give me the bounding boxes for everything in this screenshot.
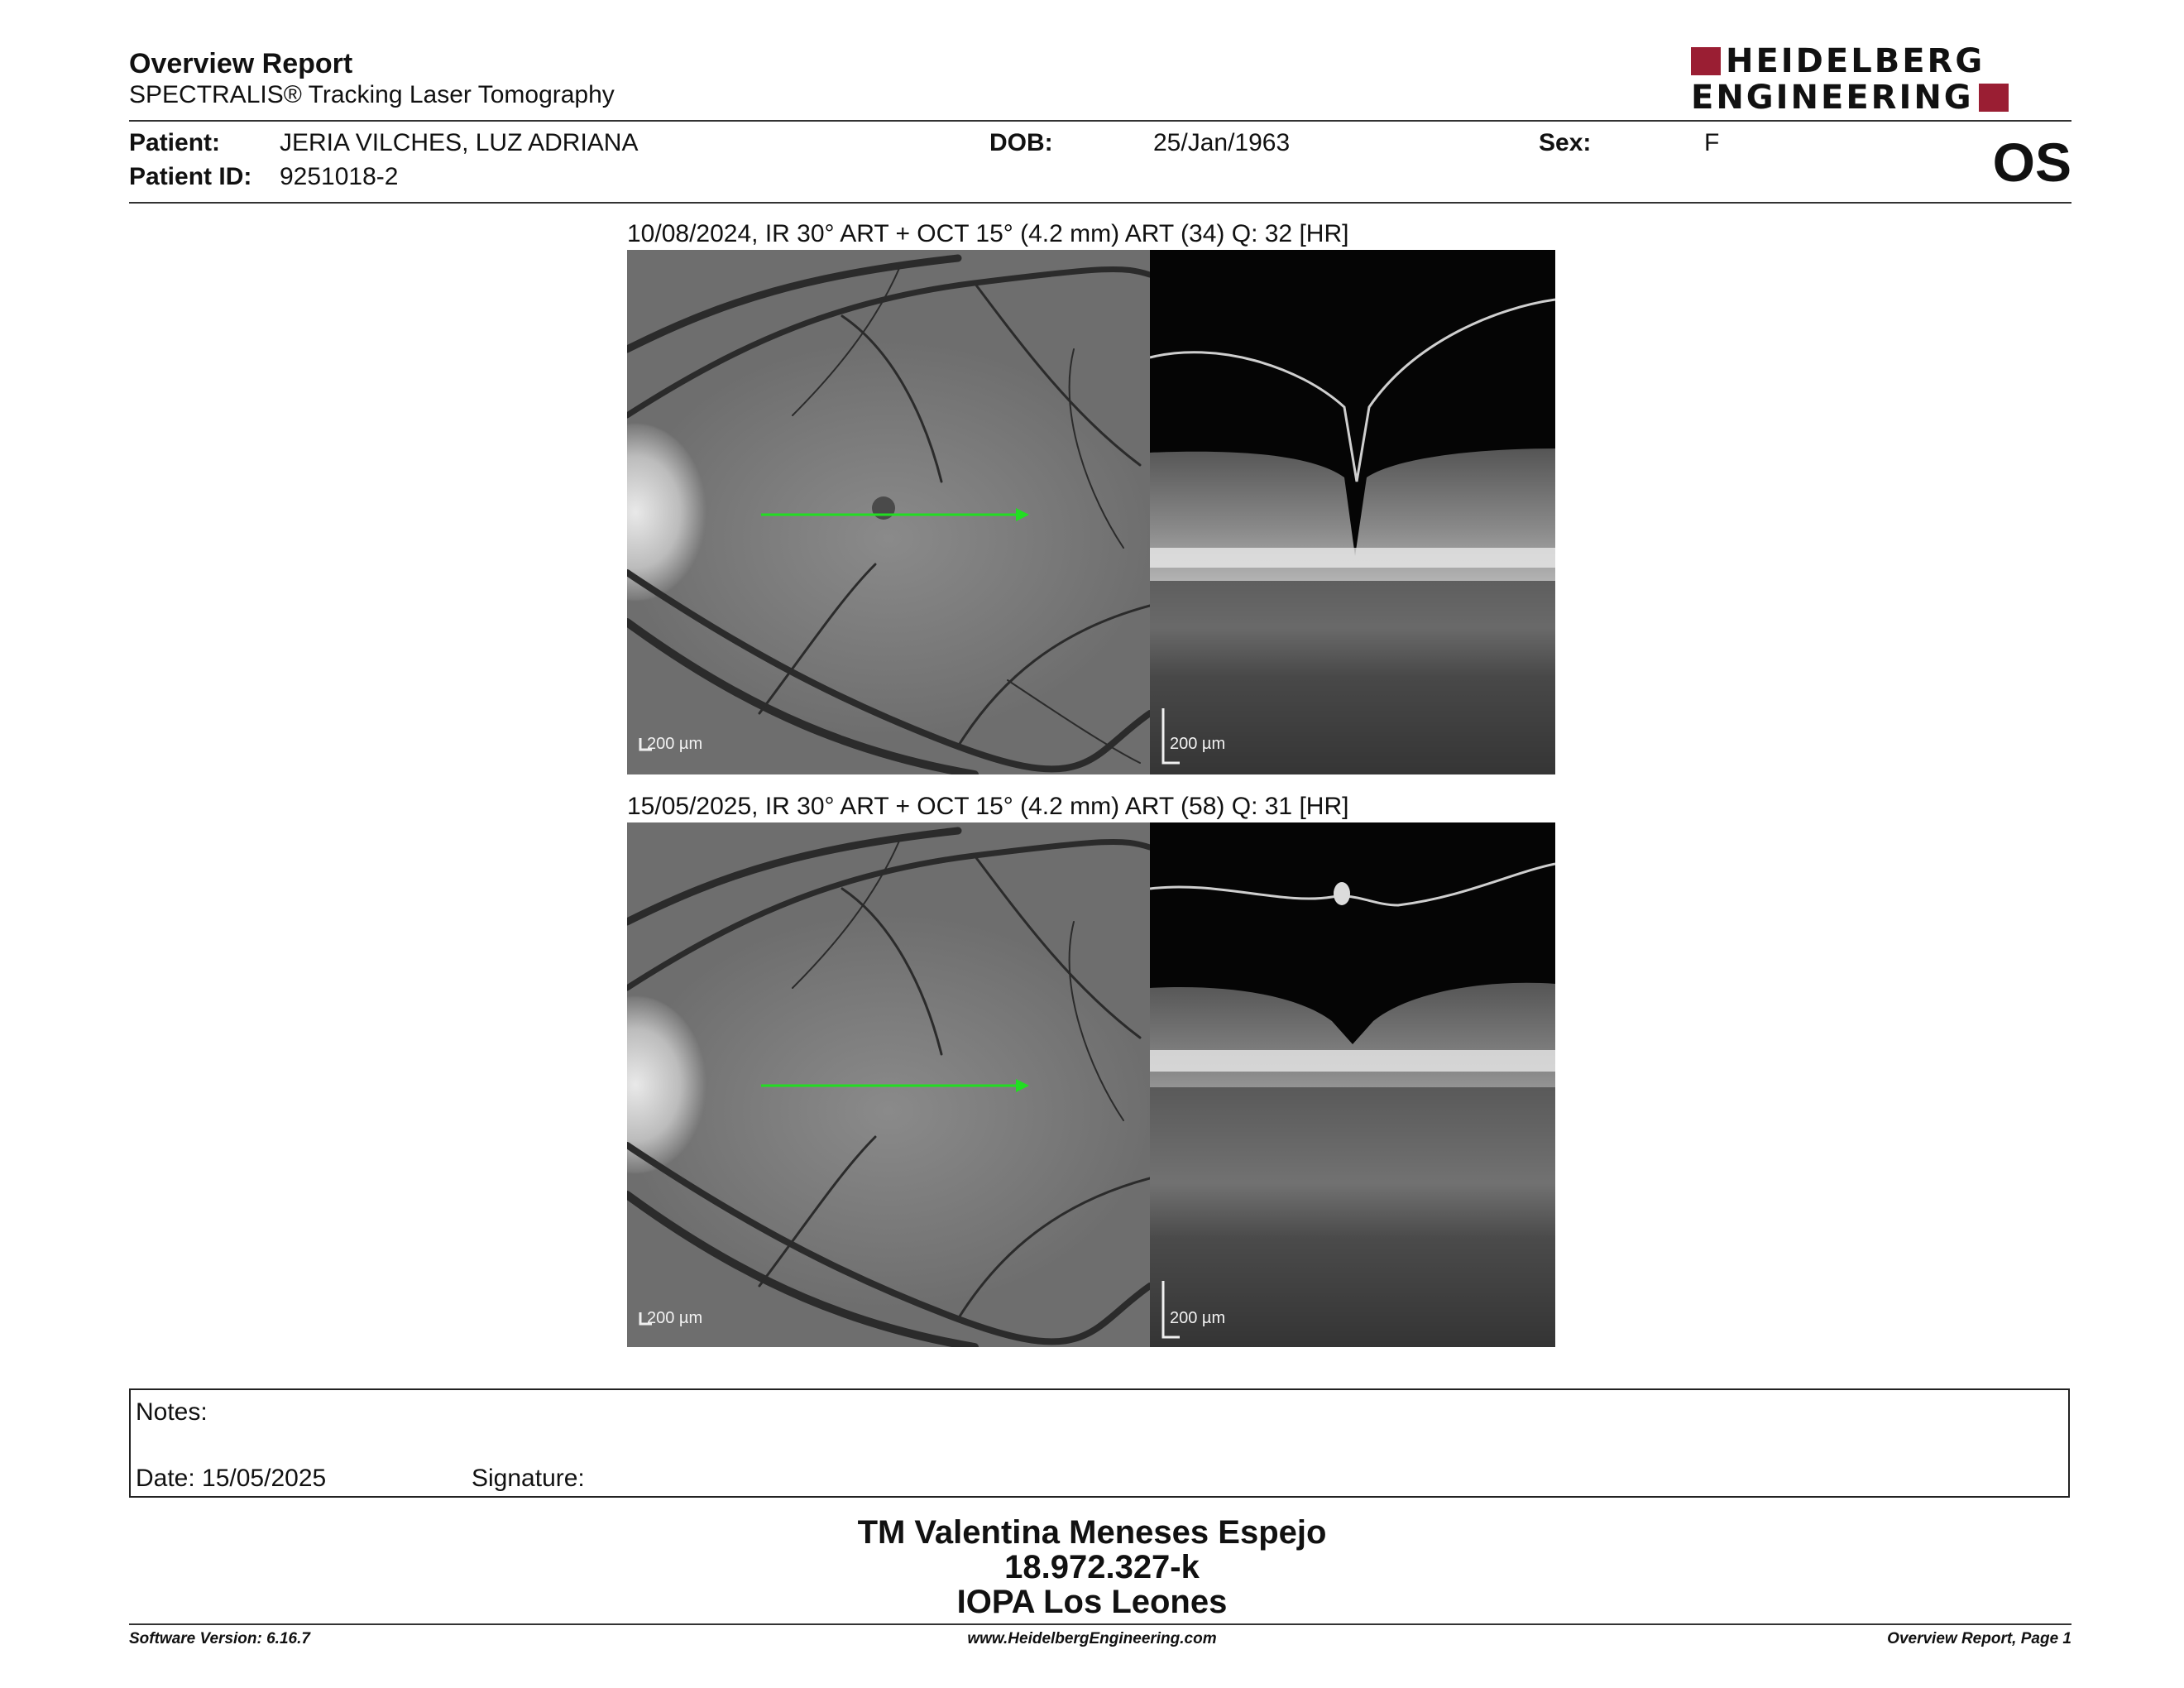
dob-value: 25/Jan/1963 (1153, 129, 1291, 156)
signatory-name: TM Valentina Meneses Espejo (857, 1514, 1327, 1551)
exam-2-oct-scale-label: 200 µm (1170, 1309, 1226, 1327)
exam-1-ir-scale-label: 200 µm (647, 735, 703, 753)
header-divider (129, 120, 2071, 122)
notes-label: Notes: (136, 1398, 208, 1426)
signatory-institution: IOPA Los Leones (956, 1584, 1228, 1620)
report-title: Overview Report (129, 48, 353, 79)
patient-divider (129, 202, 2071, 204)
patient-name: JERIA VILCHES, LUZ ADRIANA (280, 129, 639, 156)
heidelberg-logo (1691, 42, 2071, 117)
footer-page: Overview Report, Page 1 (1887, 1630, 2071, 1647)
exam-1-oct-svg (1150, 250, 1555, 774)
logo-text-line1: HEIDELBERG (1726, 42, 1985, 80)
patient-id: 9251018-2 (280, 163, 399, 190)
eye-laterality: OS (1992, 132, 2071, 193)
notes-date: Date: 15/05/2025 (136, 1465, 327, 1492)
logo-square-right (1979, 84, 2009, 112)
footer-website: www.HeidelbergEngineering.com (967, 1630, 1217, 1647)
logo-square-left (1691, 47, 1721, 75)
exam-2-ir-fundus-image (627, 822, 1150, 1347)
exam-2-title: 15/05/2025, IR 30° ART + OCT 15° (4.2 mm) ART (58) Q: 31 [HR] (627, 793, 1349, 820)
footer-software-version: Software Version: 6.16.7 (129, 1630, 310, 1647)
exam-1-title: 10/08/2024, IR 30° ART + OCT 15° (4.2 mm) ART (34) Q: 32 [HR] (627, 220, 1349, 247)
report-subtitle: SPECTRALIS® Tracking Laser Tomography (129, 81, 615, 108)
exam-2-ir-scale-label: 200 µm (647, 1309, 703, 1327)
notes-signature: Signature: (472, 1465, 585, 1492)
exam-1-ir-fundus-image (627, 250, 1150, 774)
signatory-rut: 18.972.327-k (1004, 1549, 1200, 1585)
logo-text-line2: ENGINEERING (1691, 79, 1974, 117)
patient-id-label: Patient ID: (129, 163, 252, 190)
exam-2-oct-bscan-image (1150, 822, 1555, 1347)
exam-2-fundus-svg (627, 822, 1150, 1347)
notes-box (129, 1388, 2070, 1498)
footer-divider (129, 1623, 2071, 1625)
patient-name-label: Patient: (129, 129, 221, 156)
exam-2-oct-svg (1150, 822, 1555, 1347)
exam-1-oct-bscan-image (1150, 250, 1555, 774)
sex-label: Sex: (1539, 129, 1592, 156)
dob-label: DOB: (989, 129, 1053, 156)
exam-1-fundus-svg (627, 250, 1150, 774)
exam-1-oct-scale-label: 200 µm (1170, 735, 1226, 753)
sex-value: F (1704, 129, 1720, 156)
